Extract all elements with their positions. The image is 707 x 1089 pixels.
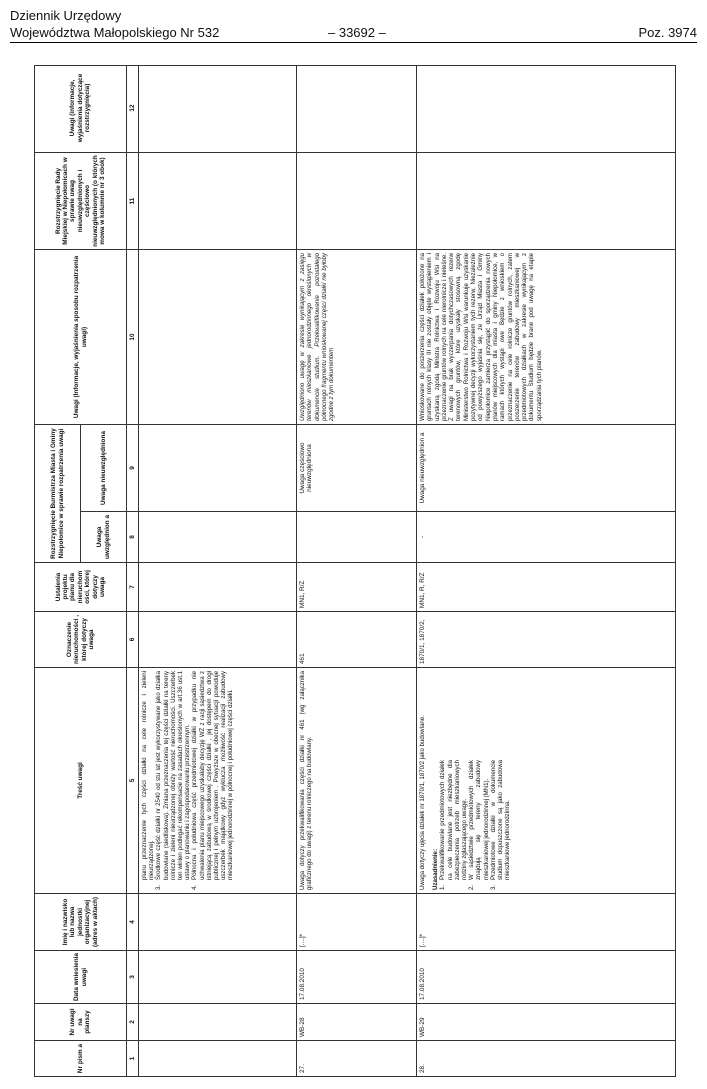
col-number: 10 bbox=[127, 249, 139, 424]
remark-content: Uwaga dotyczy przekwalifikowania części działki nr 461 (wg załącznika graficznego do uwagi) z terenu rolniczego na budowlany. bbox=[297, 667, 417, 893]
row-number: 28. bbox=[417, 1040, 676, 1076]
submission-date: 17.08.2010 bbox=[297, 950, 417, 1003]
col-number: 11 bbox=[127, 152, 139, 249]
header-col3: Data wniesienia uwagi bbox=[35, 950, 127, 1003]
justification-label: Uzasadnienie: bbox=[432, 849, 440, 890]
col-number: 4 bbox=[127, 893, 139, 950]
col-number: 2 bbox=[127, 1003, 139, 1040]
list-text: Przedmiotowe działki w dokumencie studium dopuszczone są jako zabudowa mieszkaniowe jednorodzinna. bbox=[489, 760, 512, 880]
submission-date: 17.08.2010 bbox=[417, 950, 676, 1003]
list-item bbox=[439, 671, 468, 890]
cont-intro: planu przeznaczenie tych części działki na cele rolnicze i zieleni nieurządzonej. bbox=[141, 671, 156, 880]
council-decision bbox=[417, 152, 676, 249]
cont-cell bbox=[139, 511, 297, 562]
cont-content bbox=[139, 667, 297, 893]
list-number: 1. bbox=[439, 884, 447, 890]
resolution-explanation: Wnioskowane do poszerzenia części działek położone na gruntach rolnych klasy III nie zostały objęte wystąpieniem i uzyskaną zgodą Ministra Rolnictwa i Rozwoju Wsi na przeznaczenie gruntów rolnych na cele nierolnicze i nieleśne. Z uwagi na brak wyczerpania dotychczasowych rezerw terenowych gruntów, które uzyskały stosowną zgodę Ministerstwo Rolnictwa i Rozwoju Wsi warunkuje uzyskanie pozytywnej decyzji wykorzystaniem tych rezerw. Niezależnie od powyższego wyjaśnia się, że Urząd Miasta i Gminy Niepołomice zamierza przystąpić do sporządzenia nowych planów miejscowych dla miasta i gminy Niepołomice, w ramach których wystąpi owe Będzie z wnioskiem o przeznaczenie na cele rolnicze gruntów rolnych, zatem poszerzenie terenów zabudowy mieszkaniowej w przedmiotowych działkach w zakresie wynikającym z dokumentu Studium będzie brane pod uwagę na etapie sporządzania tych planów. bbox=[417, 249, 676, 424]
council-notes bbox=[417, 65, 676, 152]
submitter-name: [....]* bbox=[417, 893, 676, 950]
parcel-designation: 1870/1, 1870/2, bbox=[417, 611, 676, 667]
remark-rejected: Uwaga częściowo nieuwzględniona bbox=[297, 424, 417, 511]
list-text: Przekwalifikowanie przedmiotowych działek na cele budowlane jest niezbędne dla zabezpieczenia potrzeb mieszkaniowych rodziny zgłaszającego uwagę. bbox=[439, 760, 469, 880]
col-number: 8 bbox=[127, 511, 139, 562]
council-decision bbox=[297, 152, 417, 249]
header-col8: Uwaga uwzględnion a bbox=[81, 511, 127, 562]
position-number: Poz. 3974 bbox=[638, 25, 697, 40]
list-item bbox=[155, 671, 191, 890]
cont-cell bbox=[139, 249, 297, 424]
header-col8-9-group: Rozstrzygnięcie Burmistrza Miasta i Gminy Niepołomice w sprawie rozpatrzenia uwagi bbox=[35, 424, 81, 562]
header-col12: Uwagi (informacje, wyjaśnienia dotyczące rozstrzygnięcia) bbox=[35, 65, 127, 152]
list-number: 2. bbox=[468, 884, 476, 890]
header-col9: Uwaga nieuwzględniona bbox=[81, 424, 127, 511]
council-notes bbox=[297, 65, 417, 152]
rotated-table bbox=[34, 65, 676, 1077]
remark-rejected: Uwaga nieuwzględnion a bbox=[417, 424, 676, 511]
header-col1: Nr pism a bbox=[35, 1040, 127, 1076]
row-number: 27. bbox=[297, 1040, 417, 1076]
list-number: 3. bbox=[155, 884, 163, 890]
cont-cell bbox=[139, 893, 297, 950]
col-number: 5 bbox=[127, 667, 139, 893]
remark-accepted: - bbox=[417, 511, 676, 562]
rotated-table-frame bbox=[34, 65, 676, 1077]
plan-designation: MN1, R, R/Z bbox=[417, 562, 676, 611]
header-rule bbox=[10, 42, 697, 43]
journal-title: Dziennik Urzędowy bbox=[10, 8, 122, 23]
col-number: 7 bbox=[127, 562, 139, 611]
plan-designation: MN1, R/Z bbox=[297, 562, 417, 611]
cont-cell bbox=[139, 65, 297, 152]
cont-cell bbox=[139, 152, 297, 249]
col-number: 12 bbox=[127, 65, 139, 152]
cont-cell bbox=[139, 1040, 297, 1076]
header-col2: Nr uwagi na planszy bbox=[35, 1003, 127, 1040]
col-number: 9 bbox=[127, 424, 139, 511]
page-number: – 33692 – bbox=[328, 25, 386, 40]
list-item bbox=[490, 671, 512, 890]
remark-content bbox=[417, 667, 676, 893]
cont-cell bbox=[139, 562, 297, 611]
header-col6: Oznaczenie nieruchomości , której dotyczy uwaga bbox=[35, 611, 127, 667]
cont-cell bbox=[139, 611, 297, 667]
parcel-designation: 461 bbox=[297, 611, 417, 667]
list-item bbox=[468, 671, 490, 890]
header-col7: Ustalenia projektu planu dla nieruchom ości, której dotyczy uwaga bbox=[35, 562, 127, 611]
list-text: Środkowe część działki nr 2540 od stu lat jest wykorzystywane jako działka budowlane (siedliskowa). Zmiana przeznaczenia tej części działki na tereny rolnicze i zieleni nieurządzonej obniży wartość nieruchomości. Uszczerbek ten winien podlegać rekompensacie na zasadach określonych w art.36 ust.1 ustawy o planowaniu i zagospodarowaniu przestrzennym. bbox=[155, 671, 192, 880]
page-header bbox=[10, 6, 697, 42]
col-number: 1 bbox=[127, 1040, 139, 1076]
submitter-name: [....]* bbox=[297, 893, 417, 950]
list-item bbox=[191, 671, 234, 890]
remark-id: WB-29 bbox=[417, 1003, 676, 1040]
list-text: Północna i południowa część przedmiotowej działki w przypadku nie uchwalenia planu miejscowego uzyskałaby decyzję WZ z racji sąsiedztwa z istniejącą zabudową w środkowej części działki , jej dostępem do drogi publicznej i pełnym uzbrojeniem . Powyższe w obecnej sytuacji powoduje uszczerbek majątkowy gdyż wyklucza możliwość realizacji zabudowy mieszkaniowej jednorodzinnej w północnej i południowej części działki. bbox=[191, 671, 235, 880]
remark-intro: Uwaga dotyczy ujęcia działek nr 1870/1, 1870/2 jako budowlane. bbox=[419, 715, 426, 890]
journal-issue: Województwa Małopolskiego Nr 532 bbox=[10, 25, 220, 40]
header-col11: Rozstrzygnięcie Rady Miejskiej w Niepołomicach w sprawie uwag nieuwzględnionych i częściowo nieuwzględnionych (o których mowa w kolumnie nr 3 obok) bbox=[35, 152, 127, 249]
header-col5: Treść uwagi bbox=[35, 667, 127, 893]
list-number: 4. bbox=[191, 884, 199, 890]
col-number: 3 bbox=[127, 950, 139, 1003]
remark-accepted bbox=[297, 511, 417, 562]
cont-cell bbox=[139, 424, 297, 511]
remark-id: WB-28 bbox=[297, 1003, 417, 1040]
resolution-explanation: Uwzględniono uwagę w zakresie wynikającym z zasięgu terenów mieszkaniowe jednorodzinnego określonych w dokumencie studium. Przekwalifikowanie pozostałego północnego fragmentu wnioskowanej części działki nie byłoby zgodne z tym dokumentem bbox=[297, 249, 417, 424]
remarks-table bbox=[34, 65, 676, 1077]
cont-cell bbox=[139, 950, 297, 1003]
col-number: 6 bbox=[127, 611, 139, 667]
cont-cell bbox=[139, 1003, 297, 1040]
list-number: 3. bbox=[489, 884, 497, 890]
header-col4: Imię i nazwisko lub nazwa jednostki organizacyjnej (adres w aktach) bbox=[35, 893, 127, 950]
list-text: W sąsiedztwie przedmiotowych działek znajdują się tereny zabudowy mieszkaniowej jednorodzinnej (MN1). bbox=[468, 760, 490, 880]
header-col10: Uwagi (Informacje, wyjaśnienia sposobu rozpatrzenia uwagi) bbox=[35, 249, 127, 424]
